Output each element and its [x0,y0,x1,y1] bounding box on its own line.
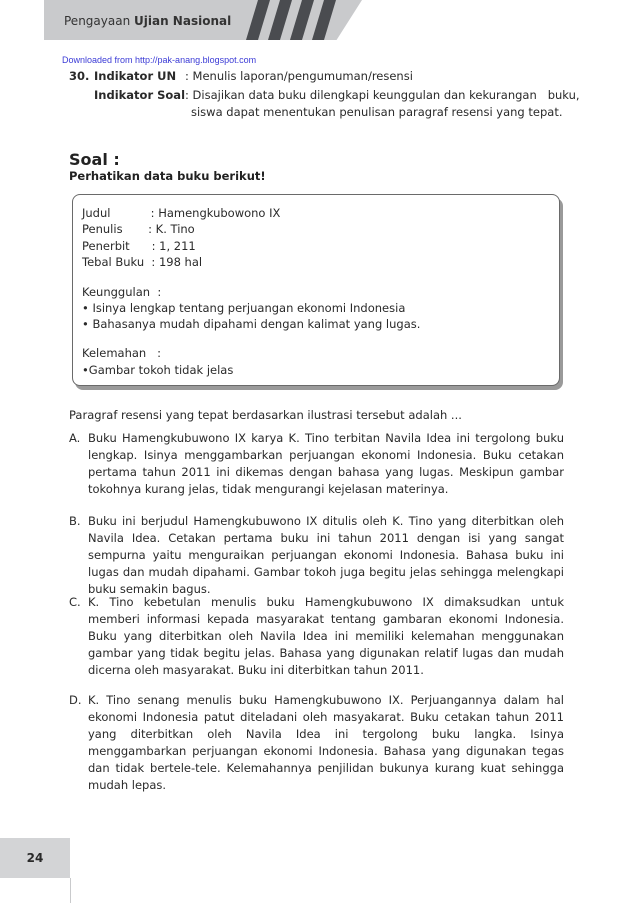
indikator-un-label: Indikator UN [94,69,177,83]
book-kelemahan-label: Kelemahan : [82,346,162,360]
indikator-un-text: : Menulis laporan/pengumuman/resensi [185,69,413,83]
header-stripes-decoration [244,0,344,40]
book-judul: Judul : Hamengkubowono IX [82,206,281,220]
book-keunggulan-2: • Bahasanya mudah dipahami dengan kalimat yang lugas. [82,317,421,331]
download-link[interactable]: Downloaded from http://pak-anang.blogspot.com [62,55,257,65]
option-b-text: Buku ini berjudul Hamengkubuwono IX ditulis oleh K. Tino yang diterbitkan oleh Navila Idea. Cetakan pertama buku ini tahun 2011 dengan isi yang sangat sempurna yaitu menguraikan perjuangan ekonomi Indonesia. Bahasa buku ini lugas dan mudah dipahami. Gambar tokoh juga begitu jelas sehingga melengkapi buku semakin bagus. [88,514,564,596]
page-number: 24 [26,851,44,865]
page-divider-line [70,878,71,903]
option-c[interactable] [69,594,564,679]
book-kelemahan-1: •Gambar tokoh tidak jelas [82,363,234,377]
option-a-letter: A. [69,431,81,445]
option-b[interactable] [69,513,564,598]
option-d[interactable] [69,692,564,794]
option-a-text: Buku Hamengkubuwono IX karya K. Tino terbitan Navila Idea ini tergolong buku lengkap. Isinya menggambarkan perjuangan ekonomi Indonesia. Buku cetakan pertama tahun 2011 ini dikemas dengan bahasa yang lugas. Meskipun gambar tokohnya kurang jelas, tidak mengurangi kejelasan materinya. [88,431,564,496]
soal-title: Soal : [69,150,120,169]
option-b-letter: B. [69,514,81,528]
option-d-text: K. Tino senang menulis buku Hamengkubuwono IX. Perjuangannya dalam hal ekonomi Indonesia patut diteladani oleh masyakarat. Buku cetakan tahun 2011 yang diterbitkan oleh Navila Idea ini tergolong buku langka. Isinya menggambarkan perjuangan ekonomi Indonesia. Bahasa yang digunakan tegas dan tidak bertele-tele. Kelemahannya penjilidan bukunya kurang kuat sehingga mudah lepas. [88,693,564,792]
indikator-soal-text-2: siswa dapat menentukan penulisan paragraf resensi yang tepat. [191,105,563,119]
option-c-letter: C. [69,595,81,609]
question-text: Paragraf resensi yang tepat berdasarkan ilustrasi tersebut adalah ... [69,408,462,422]
option-a[interactable] [69,430,564,498]
option-c-text: K. Tino kebetulan menulis buku Hamengkubuwono IX dimaksudkan untuk memberi informasi kepada masyarakat tentang gambaran ekonomi Indonesia. Buku yang diterbitkan oleh Navila Idea ini memiliki kelemahan menggunakan gambar yang tidak begitu jelas. Bahasa yang digunakan relatif lugas dan mudah dicerna oleh masyarakat. Buku ini diterbitkan tahun 2011. [88,595,564,677]
book-keunggulan-label: Keunggulan : [82,285,162,299]
indikator-number [69,68,89,85]
indikator-soal-text-1: : Disajikan data buku dilengkapi keunggulan dan kekurangan buku, [185,88,580,102]
book-tebal: Tebal Buku : 198 hal [82,255,203,269]
header-title-bold: Ujian Nasional [134,14,232,28]
book-keunggulan-1: • Isinya lengkap tentang perjuangan ekonomi Indonesia [82,301,406,315]
question-number: 30. [69,69,90,83]
book-penerbit: Penerbit : 1, 211 [82,239,196,253]
book-penulis: Penulis : K. Tino [82,222,195,236]
soal-subtitle: Perhatikan data buku berikut! [69,169,266,183]
header-title [64,14,231,28]
indikator-soal-label: Indikator Soal [94,88,186,102]
header-title-prefix: Pengayaan [64,14,131,28]
option-d-letter: D. [69,693,82,707]
